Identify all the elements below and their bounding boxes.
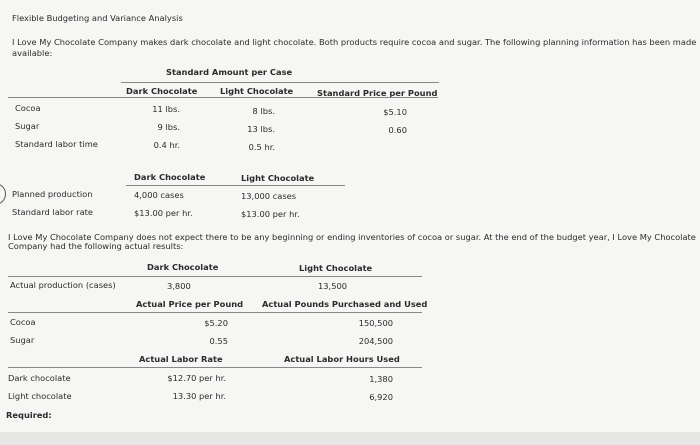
divider xyxy=(121,82,439,83)
material-row-label: Sugar xyxy=(10,335,35,345)
divider xyxy=(126,185,345,186)
standard-amount-header: Standard Amount per Case xyxy=(166,67,293,77)
std-row-dark-value: 9 lbs. xyxy=(157,122,180,132)
material-row-pounds: 204,500 xyxy=(358,336,393,346)
actual-pounds-header: Actual Pounds Purchased and Used xyxy=(262,299,428,309)
std-row-dark-value: 0.4 hr. xyxy=(153,140,180,150)
labor-row-hours: 6,920 xyxy=(369,392,393,402)
std-row-dark-value: 11 lbs. xyxy=(152,104,180,114)
intro-text-line-2: available: xyxy=(12,48,53,58)
bottom-band xyxy=(0,432,700,445)
std-col-price-header: Standard Price per Pound xyxy=(317,88,438,98)
std-row-label: Sugar xyxy=(15,121,40,131)
actual-intro-line-2: Company had the following actual results: xyxy=(8,241,184,251)
actual-price-header: Actual Price per Pound xyxy=(136,299,244,309)
std-row-label: Cocoa xyxy=(15,103,41,113)
planned-row-light-value: 13,000 cases xyxy=(241,191,297,201)
std-row-price-value: 0.60 xyxy=(388,125,407,135)
planned-row-label: Standard labor rate xyxy=(12,207,94,217)
divider xyxy=(8,312,422,313)
actual-hours-header: Actual Labor Hours Used xyxy=(284,354,400,364)
actual-col-light-header: Light Chocolate xyxy=(299,263,373,273)
labor-row-rate: $12.70 per hr. xyxy=(167,373,226,383)
labor-row-label: Dark chocolate xyxy=(8,373,71,383)
divider xyxy=(8,367,422,368)
actual-rate-header: Actual Labor Rate xyxy=(139,354,223,364)
labor-row-rate: 13.30 per hr. xyxy=(172,391,226,401)
std-row-light-value: 0.5 hr. xyxy=(248,142,275,152)
divider xyxy=(8,276,422,277)
actual-intro-line-1: I Love My Chocolate Company does not expect there to be any beginning or ending inventories of cocoa or sugar. At the end of the budget year, I Love My Chocolate xyxy=(8,232,696,242)
material-row-price: $5.20 xyxy=(204,318,228,328)
std-col-dark-header: Dark Chocolate xyxy=(126,86,198,96)
required-label: Required: xyxy=(6,410,52,420)
std-row-light-value: 13 lbs. xyxy=(247,124,275,134)
material-row-price: 0.55 xyxy=(209,336,228,346)
actual-col-dark-header: Dark Chocolate xyxy=(147,262,219,272)
planned-col-light-header: Light Chocolate xyxy=(241,173,315,183)
planned-row-light-value: $13.00 per hr. xyxy=(241,209,300,219)
divider xyxy=(8,97,438,98)
planned-col-dark-header: Dark Chocolate xyxy=(134,172,206,182)
planned-row-label: Planned production xyxy=(12,189,93,199)
std-col-light-header: Light Chocolate xyxy=(220,86,294,96)
labor-row-hours: 1,380 xyxy=(369,374,393,384)
planned-row-dark-value: $13.00 per hr. xyxy=(134,208,193,218)
labor-row-label: Light chocolate xyxy=(8,391,72,401)
actual-production-light: 13,500 xyxy=(318,281,348,291)
planned-row-dark-value: 4,000 cases xyxy=(134,190,184,200)
material-row-pounds: 150,500 xyxy=(358,318,393,328)
bracket-icon xyxy=(0,183,6,205)
page-title: Flexible Budgeting and Variance Analysis xyxy=(12,13,183,23)
std-row-label: Standard labor time xyxy=(15,139,98,149)
material-row-label: Cocoa xyxy=(10,317,36,327)
actual-production-dark: 3,800 xyxy=(167,281,191,291)
std-row-price-value: $5.10 xyxy=(383,107,407,117)
actual-production-label: Actual production (cases) xyxy=(10,280,116,290)
intro-text-line-1: I Love My Chocolate Company makes dark chocolate and light chocolate. Both products require cocoa and sugar. The following planning information has been made xyxy=(12,37,697,47)
std-row-light-value: 8 lbs. xyxy=(252,106,275,116)
